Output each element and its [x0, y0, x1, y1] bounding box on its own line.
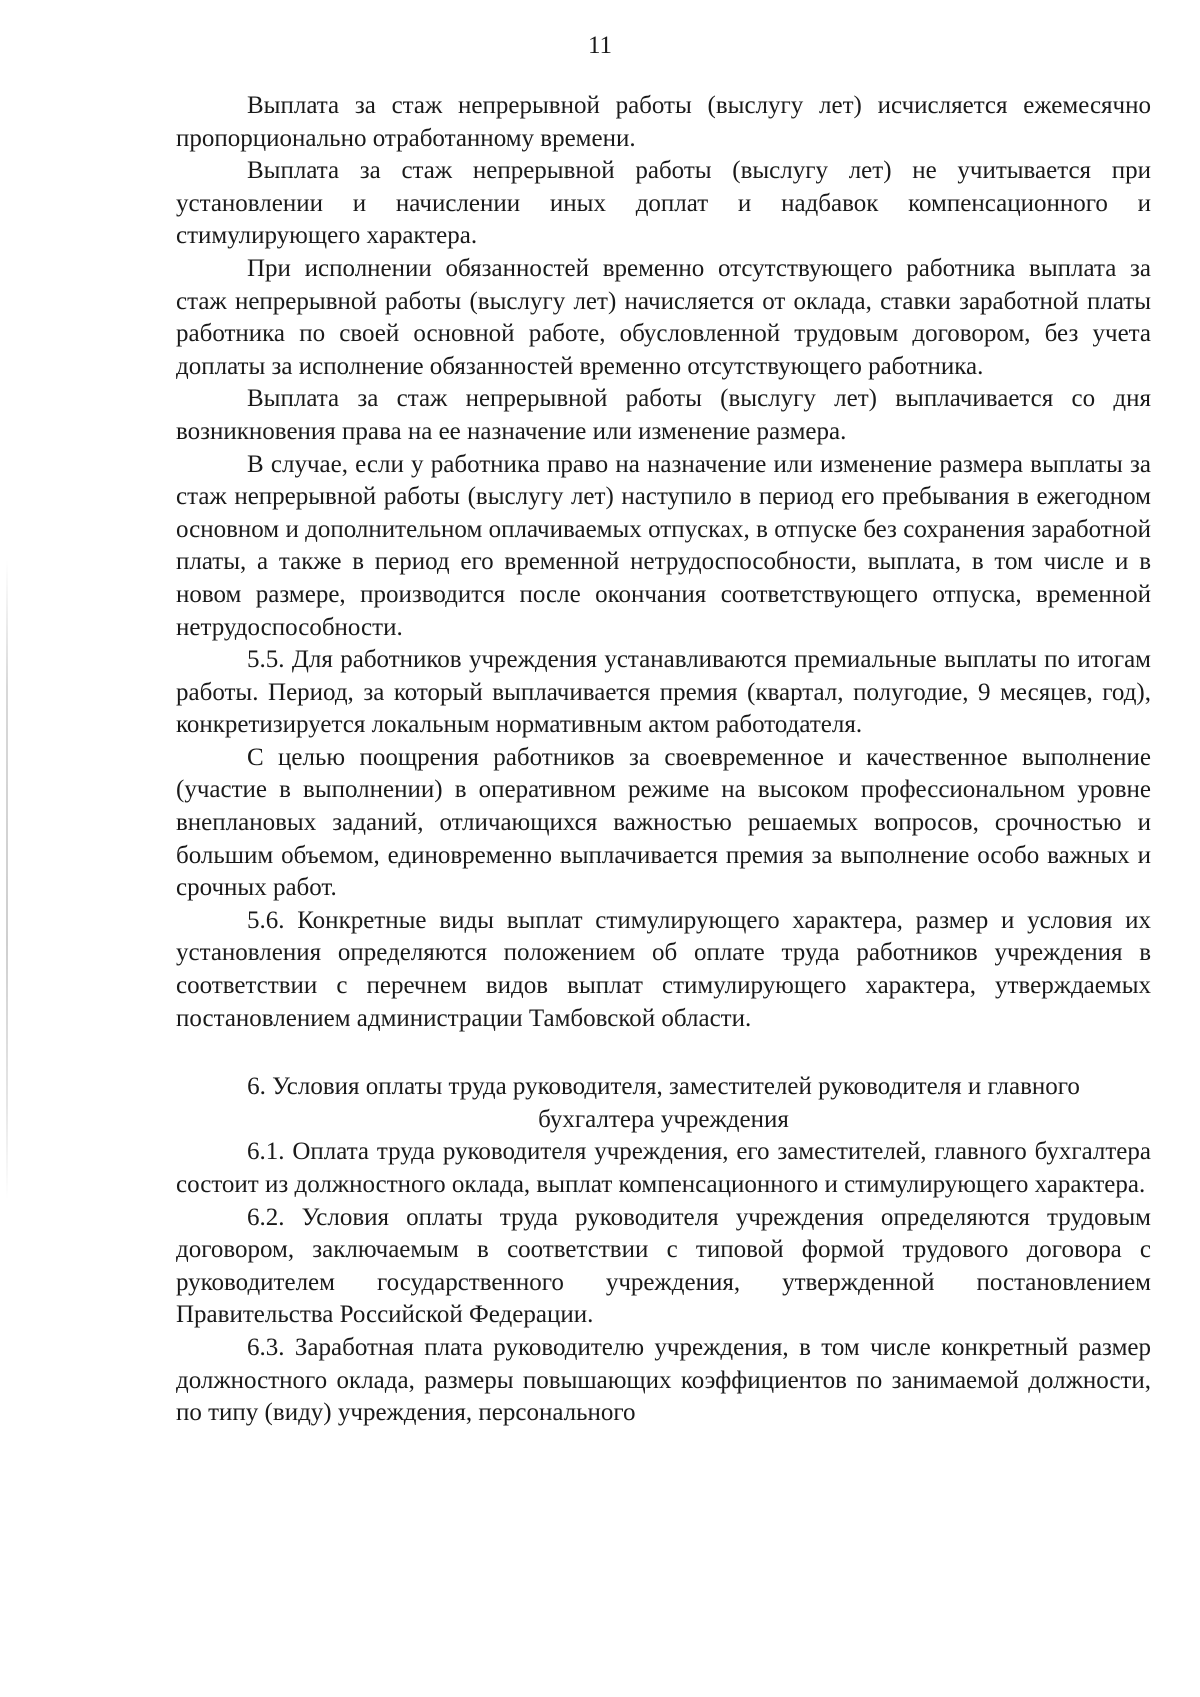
scan-edge-shadow — [6, 560, 8, 1200]
document-body — [176, 90, 1151, 1430]
paragraph-5-5: 5.5. Для работников учреждения устанавливаются премиальные выплаты по итогам работы. Период, за который выплачивается премия (квартал, полугодие, 9 месяцев, год), конкретизируется локальным нормативным актом работодателя. — [176, 646, 1151, 739]
paragraph: При исполнении обязанностей временно отсутствующего работника выплата за стаж непрерывной работы (выслугу лет) начисляется от оклада, ставки заработной платы работника по своей основной работе, обусловленной трудовым договором, без учета доплаты за исполнение обязанностей временно отсутствующего работника. — [176, 254, 1151, 380]
paragraph-5-6: 5.6. Конкретные виды выплат стимулирующего характера, размер и условия их установления определяются положением об оплате труда работников учреждения в соответствии с перечнем видов выплат стимулирующего характера, утверждаемых постановлением администрации Тамбовской области. — [176, 906, 1151, 1032]
paragraph: Выплата за стаж непрерывной работы (выслугу лет) исчисляется ежемесячно пропорционально отработанному времени. — [176, 92, 1151, 152]
paragraph: С целью поощрения работников за своевременное и качественное выполнение (участие в выполнении) в оперативном режиме на высоком профессиональном уровне внеплановых заданий, отличающихся важностью решаемых вопросов, срочностью и большим объемом, единовременно выплачивается премия за выполнение особо важных и срочных работ. — [176, 743, 1151, 902]
paragraph-6-2: 6.2. Условия оплаты труда руководителя учреждения определяются трудовым договором, заключаемым в соответствии с типовой формой трудового договора с руководителем государственного учреждения, утвержденной постановлением Правительства Российской Федерации. — [176, 1203, 1151, 1329]
paragraph-6-3: 6.3. Заработная плата руководителю учреждения, в том числе конкретный размер должностного оклада, размеры повышающих коэффициентов по занимаемой должности, по типу (виду) учреждения, персонального — [176, 1333, 1151, 1427]
section-heading: 6. Условия оплаты труда руководителя, заместителей руководителя и главного бухгалтера учреждения — [247, 1073, 1080, 1133]
paragraph: В случае, если у работника право на назначение или изменение размера выплаты за стаж непрерывной работы (выслугу лет) наступило в период его пребывания в ежегодном основном и дополнительном оплачиваемых отпусках, в отпуске без сохранения заработной платы, а также в период его временной нетрудоспособности, выплата, в том числе и в новом размере, производится после окончания соответствующего отпуска, временной нетрудоспособности. — [176, 450, 1151, 641]
paragraph: Выплата за стаж непрерывной работы (выслугу лет) выплачивается со дня возникновения права на ее назначение или изменение размера. — [176, 385, 1151, 445]
page-number: 11 — [587, 32, 613, 59]
paragraph-6-1: 6.1. Оплата труда руководителя учреждения, его заместителей, главного бухгалтера состоит из должностного оклада, выплат компенсационного и стимулирующего характера. — [176, 1138, 1151, 1198]
paragraph: Выплата за стаж непрерывной работы (выслугу лет) не учитывается при установлении и начислении иных доплат и надбавок компенсационного и стимулирующего характера. — [176, 157, 1151, 250]
